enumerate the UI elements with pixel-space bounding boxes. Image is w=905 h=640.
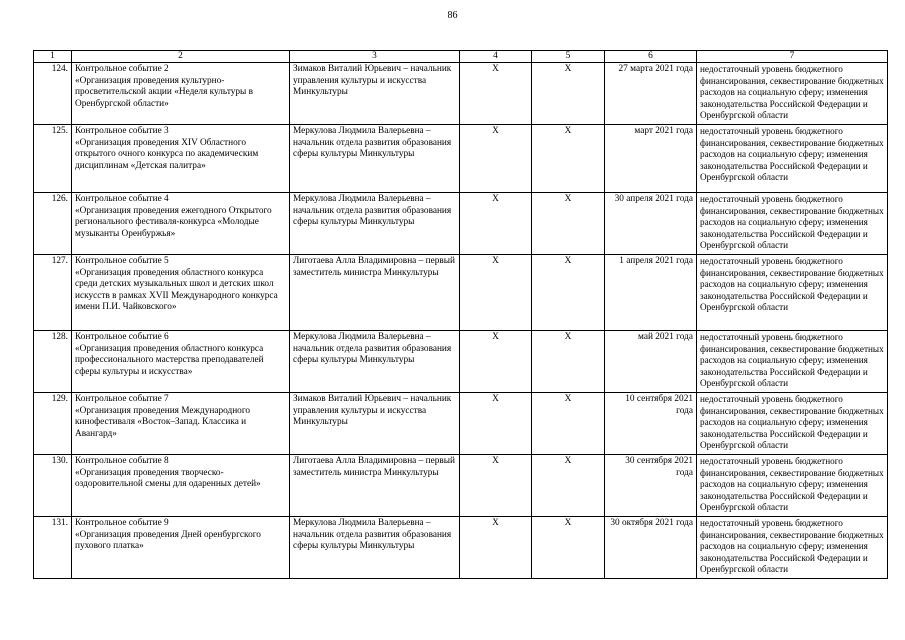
event-description: «Организация проведения Международного кинофестиваля «Восток–Запад. Классика и Авангард» — [75, 405, 251, 439]
column-header-6: 6 — [605, 51, 697, 63]
column-4-value: X — [460, 63, 532, 125]
risk-reason: недостаточный уровень бюджетного финансирования, секвестирование бюджетных расходов на социальную сферу; изменения законодательства Российской Федерации и Оренбургской области — [697, 393, 888, 455]
risk-reason: недостаточный уровень бюджетного финансирования, секвестирование бюджетных расходов на социальную сферу; изменения законодательства Российской Федерации и Оренбургской области — [697, 255, 888, 331]
column-header-7: 7 — [697, 51, 888, 63]
event-title: Контрольное событие 9 — [75, 518, 169, 528]
event-description: «Организация проведения Дней оренбургского пухового платка» — [75, 529, 261, 552]
column-header-4: 4 — [460, 51, 532, 63]
table-row — [34, 393, 888, 455]
column-5-value: X — [532, 125, 605, 193]
event-cell — [72, 393, 290, 455]
column-5-value: X — [532, 255, 605, 331]
column-4-value: X — [460, 255, 532, 331]
row-number: 129. — [34, 393, 72, 455]
responsible-person: Меркулова Людмила Валерьевна – начальник отдела развития образования сферы культуры Минкультуры — [290, 193, 460, 255]
event-title: Контрольное событие 3 — [75, 126, 169, 136]
responsible-person: Лиготаева Алла Владимировна – первый заместитель министра Минкультуры — [290, 455, 460, 517]
risk-reason: недостаточный уровень бюджетного финансирования, секвестирование бюджетных расходов на социальную сферу; изменения законодательства Российской Федерации и Оренбургской области — [697, 455, 888, 517]
column-5-value: X — [532, 393, 605, 455]
event-cell — [72, 63, 290, 125]
column-4-value: X — [460, 331, 532, 393]
column-5-value: X — [532, 193, 605, 255]
column-header-1: 1 — [34, 51, 72, 63]
table-row — [34, 517, 888, 579]
event-title: Контрольное событие 6 — [75, 332, 169, 342]
risk-reason: недостаточный уровень бюджетного финансирования, секвестирование бюджетных расходов на социальную сферу; изменения законодательства Российской Федерации и Оренбургской области — [697, 517, 888, 579]
column-4-value: X — [460, 393, 532, 455]
risk-reason: недостаточный уровень бюджетного финансирования, секвестирование бюджетных расходов на социальную сферу; изменения законодательства Российской Федерации и Оренбургской области — [697, 125, 888, 193]
event-title: Контрольное событие 4 — [75, 194, 169, 204]
column-5-value: X — [532, 331, 605, 393]
event-title: Контрольное событие 2 — [75, 64, 169, 74]
row-number: 125. — [34, 125, 72, 193]
event-cell — [72, 255, 290, 331]
row-number: 127. — [34, 255, 72, 331]
row-number: 126. — [34, 193, 72, 255]
column-4-value: X — [460, 193, 532, 255]
responsible-person: Зимаков Виталий Юрьевич – начальник управления культуры и искусства Минкультуры — [290, 63, 460, 125]
deadline-date: май 2021 года — [605, 331, 697, 393]
event-description: «Организация проведения XIV Областного открытого очного конкурса по академическим дисциплинам «Детская палитра» — [75, 137, 259, 171]
event-cell — [72, 125, 290, 193]
deadline-date: 30 октября 2021 года — [605, 517, 697, 579]
deadline-date: 1 апреля 2021 года — [605, 255, 697, 331]
event-description: «Организация проведения областного конкурса профессионального мастерства преподавателей сферы культуры и искусства» — [75, 343, 264, 377]
column-header-2: 2 — [72, 51, 290, 63]
column-5-value: X — [532, 517, 605, 579]
table-row — [34, 193, 888, 255]
deadline-date: 30 апреля 2021 года — [605, 193, 697, 255]
row-number: 130. — [34, 455, 72, 517]
deadline-date: 10 сентября 2021 года — [605, 393, 697, 455]
event-description: «Организация проведения областного конкурса среди детских музыкальных школ и детских школ искусств в рамках XVII Международного конкурса имени П.И. Чайковского» — [75, 267, 278, 313]
deadline-date: март 2021 года — [605, 125, 697, 193]
row-number: 124. — [34, 63, 72, 125]
table-row — [34, 455, 888, 517]
event-cell — [72, 193, 290, 255]
responsible-person: Меркулова Людмила Валерьевна – начальник отдела развития образования сферы культуры Минкультуры — [290, 517, 460, 579]
responsible-person: Меркулова Людмила Валерьевна – начальник отдела развития образования сферы культуры Минкультуры — [290, 125, 460, 193]
event-title: Контрольное событие 5 — [75, 256, 169, 266]
responsible-person: Зимаков Виталий Юрьевич – начальник управления культуры и искусства Минкультуры — [290, 393, 460, 455]
column-header-5: 5 — [532, 51, 605, 63]
event-cell — [72, 331, 290, 393]
deadline-date: 27 марта 2021 года — [605, 63, 697, 125]
event-cell — [72, 455, 290, 517]
risk-reason: недостаточный уровень бюджетного финансирования, секвестирование бюджетных расходов на социальную сферу; изменения законодательства Российской Федерации и Оренбургской области — [697, 193, 888, 255]
column-4-value: X — [460, 455, 532, 517]
deadline-date: 30 сентября 2021 года — [605, 455, 697, 517]
row-number: 128. — [34, 331, 72, 393]
column-4-value: X — [460, 517, 532, 579]
row-number: 131. — [34, 517, 72, 579]
column-5-value: X — [532, 63, 605, 125]
table-row — [34, 125, 888, 193]
column-header-3: 3 — [290, 51, 460, 63]
column-5-value: X — [532, 455, 605, 517]
table-row — [34, 331, 888, 393]
event-cell — [72, 517, 290, 579]
column-4-value: X — [460, 125, 532, 193]
event-description: «Организация проведения культурно-просветительской акции «Неделя культуры в Оренбургской области» — [75, 75, 254, 109]
responsible-person: Меркулова Людмила Валерьевна – начальник отдела развития образования сферы культуры Минкультуры — [290, 331, 460, 393]
table-row — [34, 255, 888, 331]
event-title: Контрольное событие 7 — [75, 394, 169, 404]
risk-reason: недостаточный уровень бюджетного финансирования, секвестирование бюджетных расходов на социальную сферу; изменения законодательства Российской Федерации и Оренбургской области — [697, 63, 888, 125]
event-description: «Организация проведения ежегодного Открытого регионального фестиваля-конкурса «Молодые музыканты Оренбуржья» — [75, 205, 272, 239]
control-events-table — [33, 50, 888, 579]
event-description: «Организация проведения творческо-оздоровительной смены для одаренных детей» — [75, 467, 261, 490]
page-number: 86 — [447, 10, 458, 21]
table-row — [34, 63, 888, 125]
responsible-person: Лиготаева Алла Владимировна – первый заместитель министра Минкультуры — [290, 255, 460, 331]
event-title: Контрольное событие 8 — [75, 456, 169, 466]
header-row — [34, 51, 888, 63]
risk-reason: недостаточный уровень бюджетного финансирования, секвестирование бюджетных расходов на социальную сферу; изменения законодательства Российской Федерации и Оренбургской области — [697, 331, 888, 393]
